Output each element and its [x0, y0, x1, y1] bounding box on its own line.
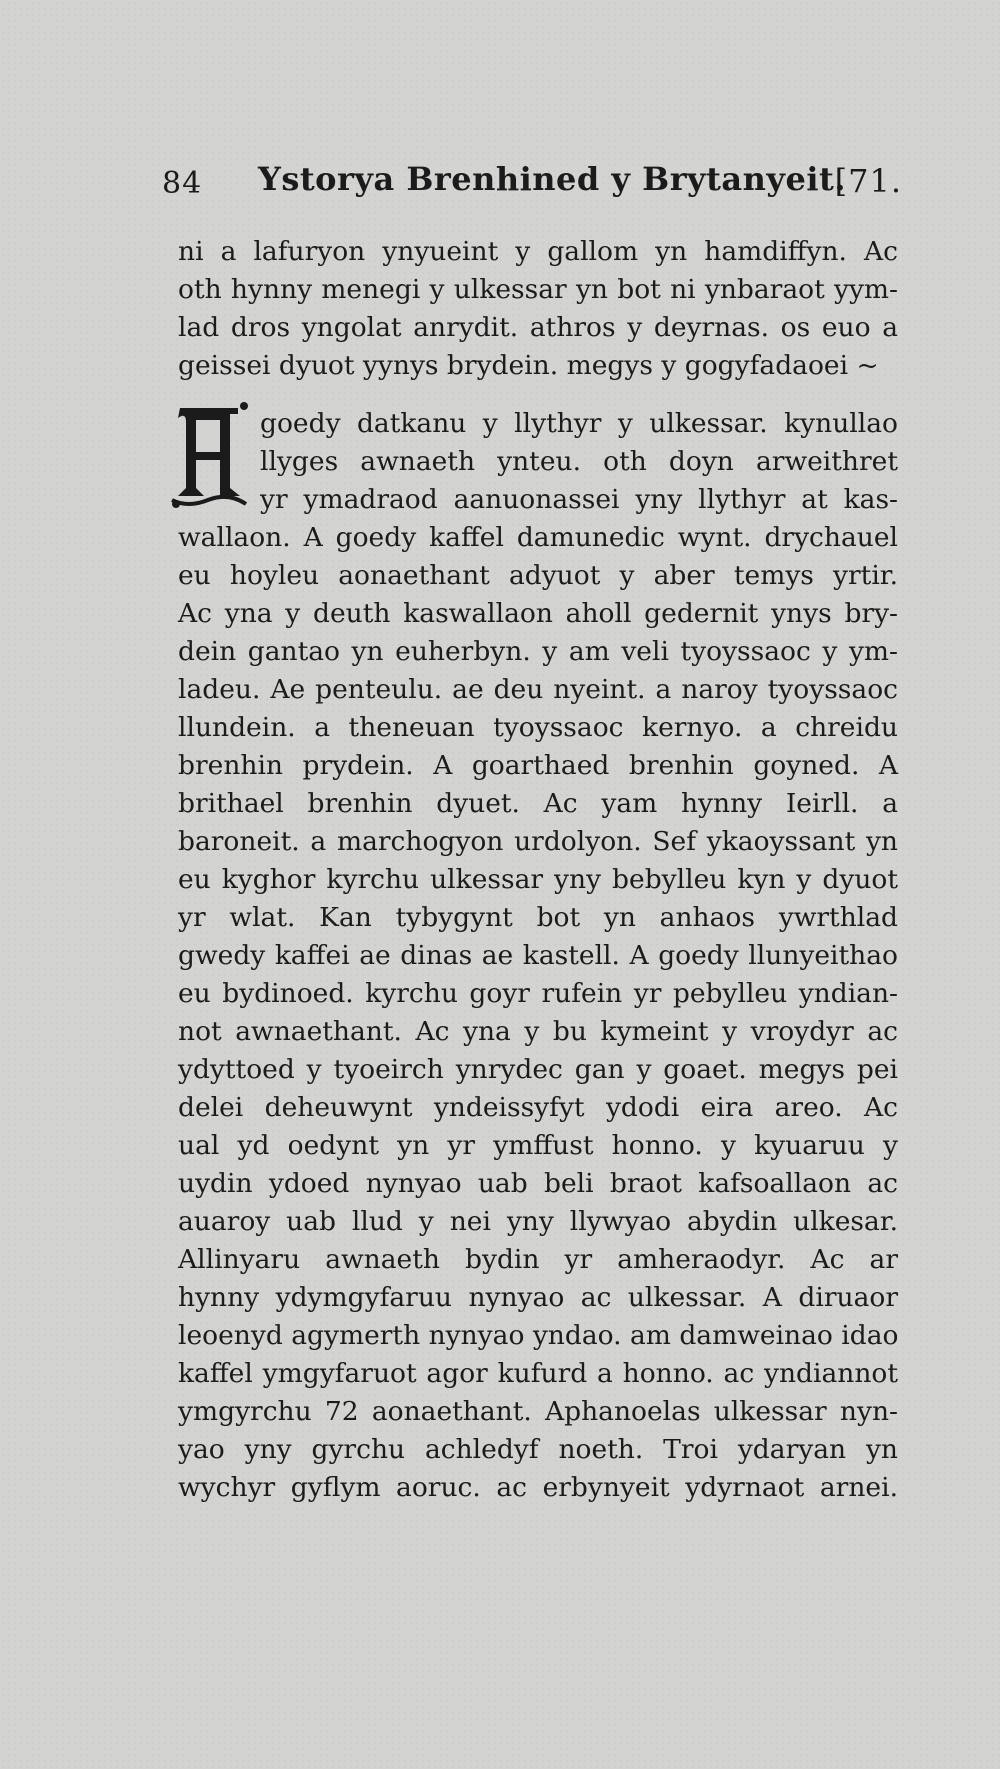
text-line: brenhin prydein. A goarthaed brenhin goyned. A	[178, 750, 898, 781]
svg-text:A: A	[208, 479, 210, 481]
text-line: ni a lafuryon ynyueint y gallom yn hamdiffyn. Ac	[178, 236, 898, 267]
text-line: oth hynny menegi y ulkessar yn bot ni ynbaraot yym-	[178, 274, 898, 305]
text-line: Ac yna y deuth kaswallaon aholl gedernit ynys bry-	[178, 598, 898, 629]
text-line: brithael brenhin dyuet. Ac yam hynny Ieirll. a	[178, 788, 898, 819]
page-number: 84	[162, 166, 203, 201]
text-line: yao yny gyrchu achledyf noeth. Troi ydaryan yn	[178, 1434, 898, 1465]
text-line: kaffel ymgyfaruot agor kufurd a honno. ac yndiannot	[178, 1358, 898, 1389]
text-line: wallaon. A goedy kaffel damunedic wynt. drychauel	[178, 522, 898, 553]
text-line: goedy datkanu y llythyr y ulkessar. kynullao	[260, 408, 898, 439]
text-line: llyges awnaeth ynteu. oth doyn arweithret	[260, 446, 898, 477]
text-line: ual yd oedynt yn yr ymffust honno. y kyuaruu y	[178, 1130, 898, 1161]
text-line: leoenyd agymerth nynyao yndao. am damweinao idao	[178, 1320, 899, 1351]
text-line: uydin ydoed nynyao uab beli braot kafsoallaon ac	[178, 1168, 898, 1199]
running-title: Ystorya Brenhined y Brytanyeit.	[258, 160, 846, 198]
drop-cap-initial	[168, 400, 250, 510]
text-line: gwedy kaffei ae dinas ae kastell. A goedy llunyeithao	[178, 940, 898, 971]
text-line: wychyr gyflym aoruc. ac erbynyeit ydyrnaot arnei.	[178, 1472, 898, 1503]
text-line: ydyttoed y tyoeirch ynrydec gan y goaet. megys pei	[178, 1054, 898, 1085]
text-line: geissei dyuot yynys brydein. megys y gogyfadaoei ~	[178, 350, 879, 381]
text-line: delei deheuwynt yndeissyfyt ydodi eira areo. Ac	[178, 1092, 898, 1123]
text-line: Allinyaru awnaeth bydin yr amheraodyr. Ac ar	[178, 1244, 898, 1275]
text-line: eu kyghor kyrchu ulkessar yny bebylleu kyn y dyuot	[178, 864, 898, 895]
text-line: baroneit. a marchogyon urdolyon. Sef ykaoyssant yn	[178, 826, 898, 857]
text-line: dein gantao yn euherbyn. y am veli tyoyssaoc y ym-	[178, 636, 898, 667]
text-line: yr wlat. Kan tybygynt bot yn anhaos ywrthlad	[178, 902, 898, 933]
text-line: hynny ydymgyfaruu nynyao ac ulkessar. A diruaor	[178, 1282, 898, 1313]
running-head	[162, 160, 902, 210]
chapter-reference: [71.	[834, 162, 902, 200]
text-line: auaroy uab llud y nei yny llywyao abydin ulkesar.	[178, 1206, 898, 1237]
text-line: ymgyrchu 72 aonaethant. Aphanoelas ulkessar nyn-	[178, 1396, 898, 1427]
text-line: lad dros yngolat anrydit. athros y deyrnas. os euo a	[178, 312, 898, 343]
text-line: ladeu. Ae penteulu. ae deu nyeint. a naroy tyoyssaoc	[178, 674, 898, 705]
text-line: yr ymadraod aanuonassei yny llythyr at kas-	[260, 484, 898, 515]
text-line: eu bydinoed. kyrchu goyr rufein yr pebylleu yndian-	[178, 978, 898, 1009]
text-line: llundein. a theneuan tyoyssaoc kernyo. a chreidu	[178, 712, 898, 743]
text-line: eu hoyleu aonaethant adyuot y aber temys yrtir.	[178, 560, 898, 591]
text-line: not awnaethant. Ac yna y bu kymeint y vroydyr ac	[178, 1016, 898, 1047]
